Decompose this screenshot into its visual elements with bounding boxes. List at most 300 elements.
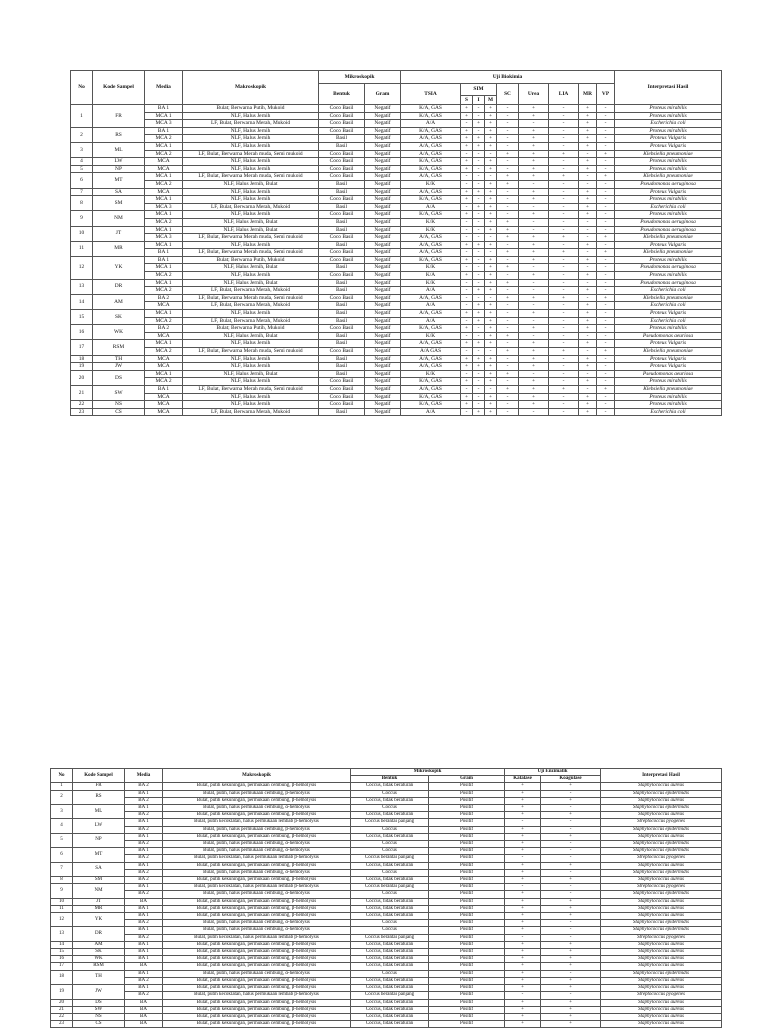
table-row: [71, 249, 722, 257]
cell-m: +: [485, 241, 497, 249]
cell-mr: +: [579, 203, 597, 211]
table-row: [71, 393, 722, 401]
cell-koagulase: +: [541, 1013, 601, 1020]
cell-media: MCA 2: [145, 135, 183, 143]
cell-interpretasi: Proteus Vulgaris: [615, 135, 722, 143]
cell-i: +: [473, 363, 485, 371]
cell-bentuk: Basil: [319, 302, 365, 310]
table-row: [51, 927, 722, 934]
cell-bentuk: Coccus, tidak beraturan: [351, 1013, 429, 1020]
cell-interpretasi: Proteus Vulgaris: [615, 363, 722, 371]
cell-kode: FR: [73, 783, 125, 790]
table-row: [71, 385, 722, 393]
cell-media: MCA: [145, 165, 183, 173]
cell-interpretasi: Staphylococcus epidermidis: [601, 920, 722, 927]
cell-katalase: +: [505, 999, 541, 1006]
cell-gram: Positif: [429, 949, 505, 956]
cell-tsia: K/A, GAS: [401, 325, 461, 333]
cell-kode: SW: [73, 1006, 125, 1013]
cell-sc: -: [497, 196, 519, 204]
cell-gram: Positif: [429, 1006, 505, 1013]
cell-sc: +: [497, 348, 519, 356]
table-row: [71, 188, 722, 196]
cell-gram: Positif: [429, 877, 505, 884]
cell-i: -: [473, 401, 485, 409]
cell-koagulase: +: [541, 877, 601, 884]
cell-makroskopik: NLF, Halus Jernih: [183, 135, 319, 143]
cell-lia: -: [549, 188, 579, 196]
table-row: [51, 934, 722, 941]
cell-mr: -: [579, 218, 597, 226]
cell-koagulase: -: [541, 855, 601, 862]
cell-bentuk: Coccus: [351, 826, 429, 833]
cell-urea: -: [519, 302, 549, 310]
cell-makroskopik: NLF, Halus Jernih: [183, 165, 319, 173]
cell-gram: Negatif: [365, 120, 401, 128]
cell-tsia: K/K: [401, 218, 461, 226]
cell-lia: +: [549, 385, 579, 393]
cell-no: 22: [51, 1013, 73, 1020]
cell-vp: +: [597, 173, 615, 181]
cell-sc: -: [497, 325, 519, 333]
cell-media: MCA: [145, 158, 183, 166]
cell-media: BA 1: [125, 941, 163, 948]
cell-media: MCA: [145, 401, 183, 409]
cell-vp: -: [597, 127, 615, 135]
cell-interpretasi: Proteus mirabilis: [615, 325, 722, 333]
cell-makroskopik: Bulat, putih kekuningan, permukaan cembung, β-hemolysis: [163, 862, 351, 869]
cell-lia: -: [549, 218, 579, 226]
cell-makroskopik: NLF, Halus Jernih, Bulat: [183, 218, 319, 226]
header-makroskopik: Makroskopik: [183, 71, 319, 105]
cell-media: MCA 1: [145, 196, 183, 204]
cell-kode: JW: [93, 363, 145, 371]
cell-media: BA 2: [125, 855, 163, 862]
cell-sc: -: [497, 105, 519, 113]
cell-makroskopik: NLF, Halus Jernih, Bulat: [183, 226, 319, 234]
cell-no: 13: [51, 927, 73, 941]
cell-bentuk: Coco Basil: [319, 120, 365, 128]
cell-interpretasi: Proteus mirabilis: [615, 272, 722, 280]
cell-bentuk: Basil: [319, 135, 365, 143]
cell-m: +: [485, 127, 497, 135]
header-media: Media: [145, 71, 183, 105]
cell-kode: SK: [73, 949, 125, 956]
cell-bentuk: Basil: [319, 264, 365, 272]
cell-makroskopik: NLF, Halus Jernih: [183, 188, 319, 196]
cell-vp: -: [597, 317, 615, 325]
cell-makroskopik: LF, Bulat, Berwarna Merah muda, Semi mukoid: [183, 348, 319, 356]
cell-katalase: -: [505, 884, 541, 891]
cell-media: BA 2: [125, 812, 163, 819]
cell-mr: +: [579, 196, 597, 204]
cell-interpretasi: Staphylococcus epidermidis: [601, 790, 722, 797]
cell-urea: +: [519, 112, 549, 120]
cell-gram: Positif: [429, 862, 505, 869]
cell-s: -: [461, 302, 473, 310]
cell-i: -: [473, 234, 485, 242]
cell-katalase: +: [505, 869, 541, 876]
cell-tsia: A/A, GAS: [401, 249, 461, 257]
cell-lia: -: [549, 120, 579, 128]
table-row: [71, 348, 722, 356]
cell-katalase: +: [505, 920, 541, 927]
cell-lia: +: [549, 150, 579, 158]
cell-m: +: [485, 355, 497, 363]
cell-m: +: [485, 142, 497, 150]
cell-kode: DR: [73, 927, 125, 941]
cell-media: BA 2: [145, 325, 183, 333]
cell-bentuk: Coco Basil: [319, 234, 365, 242]
cell-interpretasi: Streptococcus pyogenes: [601, 819, 722, 826]
cell-mr: +: [579, 393, 597, 401]
cell-vp: -: [597, 393, 615, 401]
cell-interpretasi: Escherichia coli: [615, 203, 722, 211]
cell-no: 19: [51, 985, 73, 999]
cell-m: +: [485, 401, 497, 409]
cell-gram: Negatif: [365, 378, 401, 386]
cell-media: MCA 2: [145, 218, 183, 226]
cell-mr: +: [579, 120, 597, 128]
cell-interpretasi: Proteus mirabilis: [615, 127, 722, 135]
cell-koagulase: -: [541, 805, 601, 812]
table-row: [71, 105, 722, 113]
header-i: I: [473, 96, 485, 105]
cell-gram: Positif: [429, 934, 505, 941]
cell-m: +: [485, 105, 497, 113]
cell-no: 17: [51, 963, 73, 970]
cell-i: -: [473, 370, 485, 378]
cell-gram: Negatif: [365, 105, 401, 113]
cell-i: -: [473, 279, 485, 287]
cell-kode: CS: [93, 408, 145, 416]
cell-bentuk: Coccus, tidak beraturan: [351, 941, 429, 948]
cell-interpretasi: Staphylococcus aureus: [601, 812, 722, 819]
cell-no: 14: [51, 941, 73, 948]
cell-urea: -: [519, 287, 549, 295]
cell-vp: -: [597, 112, 615, 120]
cell-no: 14: [71, 294, 93, 309]
cell-bentuk: Basil: [319, 203, 365, 211]
cell-interpretasi: Staphylococcus aureus: [601, 999, 722, 1006]
cell-i: +: [473, 203, 485, 211]
cell-media: BA: [125, 1021, 163, 1028]
header-lia: LIA: [549, 84, 579, 105]
cell-no: 8: [71, 196, 93, 211]
cell-koagulase: +: [541, 963, 601, 970]
cell-urea: -: [519, 203, 549, 211]
cell-urea: +: [519, 105, 549, 113]
cell-kode: TH: [73, 970, 125, 984]
cell-s: +: [461, 158, 473, 166]
cell-lia: -: [549, 135, 579, 143]
cell-vp: +: [597, 234, 615, 242]
cell-urea: +: [519, 325, 549, 333]
cell-gram: Negatif: [365, 294, 401, 302]
cell-mr: +: [579, 241, 597, 249]
cell-tsia: K/A, GAS: [401, 256, 461, 264]
cell-sc: +: [497, 226, 519, 234]
cell-kode: DS: [73, 999, 125, 1006]
table-row: [71, 135, 722, 143]
cell-gram: Negatif: [365, 226, 401, 234]
cell-vp: -: [597, 211, 615, 219]
table-row: [51, 783, 722, 790]
cell-gram: Negatif: [365, 249, 401, 257]
cell-gram: Negatif: [365, 256, 401, 264]
cell-makroskopik: Bulat, putih, halus permukaan cembung, α-hemolysis: [163, 927, 351, 934]
cell-no: 12: [71, 256, 93, 279]
cell-tsia: A/A: [401, 120, 461, 128]
cell-m: -: [485, 249, 497, 257]
cell-interpretasi: Staphylococcus epidermidis: [601, 891, 722, 898]
cell-tsia: A/A, GAS: [401, 340, 461, 348]
table-row: [71, 340, 722, 348]
cell-m: +: [485, 370, 497, 378]
table-row: [51, 826, 722, 833]
cell-katalase: +: [505, 941, 541, 948]
cell-sc: +: [497, 279, 519, 287]
cell-interpretasi: Proteus mirabilis: [615, 211, 722, 219]
header-mr: MR: [579, 84, 597, 105]
cell-interpretasi: Streptococcus pyogenes: [601, 992, 722, 999]
cell-bentuk: Coccus: [351, 927, 429, 934]
header-uji-biokimia: Uji Biokimia: [401, 71, 615, 84]
header-media: Media: [125, 769, 163, 783]
cell-s: +: [461, 325, 473, 333]
cell-bentuk: Coco Basil: [319, 401, 365, 409]
cell-lia: +: [549, 294, 579, 302]
cell-i: -: [473, 264, 485, 272]
cell-no: 16: [71, 325, 93, 340]
table-row: [71, 165, 722, 173]
cell-interpretasi: Proteus Vulgaris: [615, 340, 722, 348]
cell-mr: -: [579, 234, 597, 242]
cell-lia: -: [549, 332, 579, 340]
cell-gram: Positif: [429, 992, 505, 999]
cell-tsia: K/K: [401, 226, 461, 234]
cell-bentuk: Basil: [319, 188, 365, 196]
cell-media: BA 2: [145, 294, 183, 302]
cell-gram: Positif: [429, 891, 505, 898]
cell-kode: DR: [93, 279, 145, 294]
cell-media: BA 1: [125, 805, 163, 812]
header-no: No: [51, 769, 73, 783]
cell-media: MCA 3: [145, 234, 183, 242]
cell-urea: +: [519, 294, 549, 302]
cell-gram: Negatif: [365, 211, 401, 219]
cell-sc: -: [497, 378, 519, 386]
cell-lia: -: [549, 393, 579, 401]
table-row: [71, 241, 722, 249]
cell-kode: YK: [73, 913, 125, 927]
cell-interpretasi: Proteus Vulgaris: [615, 188, 722, 196]
cell-urea: -: [519, 317, 549, 325]
cell-sc: -: [497, 317, 519, 325]
cell-urea: -: [519, 279, 549, 287]
cell-sc: +: [497, 332, 519, 340]
cell-no: 15: [71, 310, 93, 325]
cell-mr: +: [579, 287, 597, 295]
cell-bentuk: Coccus, tidak beraturan: [351, 1006, 429, 1013]
cell-urea: +: [519, 173, 549, 181]
cell-gram: Negatif: [365, 348, 401, 356]
cell-makroskopik: NLF, Halus Jernih: [183, 272, 319, 280]
cell-s: +: [461, 196, 473, 204]
cell-katalase: +: [505, 1021, 541, 1028]
cell-urea: +: [519, 142, 549, 150]
cell-gram: Positif: [429, 805, 505, 812]
cell-vp: -: [597, 196, 615, 204]
header-gram: Gram: [429, 776, 505, 783]
cell-media: MCA 2: [145, 150, 183, 158]
cell-no: 20: [51, 999, 73, 1006]
table-row: [71, 310, 722, 318]
cell-tsia: A/A: [401, 203, 461, 211]
cell-vp: -: [597, 120, 615, 128]
table-row: [51, 891, 722, 898]
cell-makroskopik: Bulat, putih kekuningan, permukaan cembung, β-hemolysis: [163, 833, 351, 840]
cell-lia: -: [549, 105, 579, 113]
cell-gram: Negatif: [365, 127, 401, 135]
table-row: [51, 869, 722, 876]
cell-interpretasi: Proteus mirabilis: [615, 256, 722, 264]
cell-makroskopik: NLF, Halus Jernih: [183, 112, 319, 120]
cell-bentuk: Basil: [319, 340, 365, 348]
cell-i: -: [473, 165, 485, 173]
cell-bentuk: Coco Basil: [319, 272, 365, 280]
header-interpretasi: Interpretasi Hasil: [615, 71, 722, 105]
cell-bentuk: Basil: [319, 363, 365, 371]
cell-media: BA 1: [145, 127, 183, 135]
cell-gram: Positif: [429, 977, 505, 984]
cell-i: +: [473, 120, 485, 128]
cell-s: +: [461, 127, 473, 135]
cell-lia: -: [549, 401, 579, 409]
table-row: [71, 150, 722, 158]
cell-tsia: A/A, GAS: [401, 234, 461, 242]
cell-media: BA 1: [125, 905, 163, 912]
cell-media: BA 2: [125, 841, 163, 848]
cell-mr: -: [579, 332, 597, 340]
cell-gram: Negatif: [365, 112, 401, 120]
cell-mr: +: [579, 355, 597, 363]
cell-makroskopik: NLF, Halus Jernih: [183, 127, 319, 135]
cell-interpretasi: Pseudomonas aeruginosa: [615, 180, 722, 188]
cell-interpretasi: Staphylococcus epidermidis: [601, 927, 722, 934]
cell-sc: +: [497, 150, 519, 158]
table-row: [71, 234, 722, 242]
cell-makroskopik: Bulat, putih kekuningan, permukaan cembung, β-hemolysis: [163, 1013, 351, 1020]
cell-kode: WK: [93, 325, 145, 340]
cell-koagulase: +: [541, 797, 601, 804]
cell-urea: +: [519, 165, 549, 173]
cell-s: -: [461, 120, 473, 128]
table-row: [51, 855, 722, 862]
cell-makroskopik: Bulat, putih kekuningan, permukaan cembung, β-hemolysis: [163, 898, 351, 905]
cell-gram: Positif: [429, 1021, 505, 1028]
cell-media: MCA: [145, 363, 183, 371]
cell-no: 12: [51, 913, 73, 927]
cell-gram: Positif: [429, 985, 505, 992]
cell-gram: Positif: [429, 790, 505, 797]
cell-bentuk: Basil: [319, 408, 365, 416]
cell-m: +: [485, 408, 497, 416]
cell-kode: LW: [93, 158, 145, 166]
cell-media: BA 1: [125, 927, 163, 934]
cell-gram: Positif: [429, 999, 505, 1006]
cell-bentuk: Coccus, tidak beraturan: [351, 898, 429, 905]
cell-koagulase: +: [541, 783, 601, 790]
table-row: [51, 790, 722, 797]
cell-gram: Positif: [429, 797, 505, 804]
cell-bentuk: Coco Basil: [319, 127, 365, 135]
cell-i: +: [473, 355, 485, 363]
cell-bentuk: Basil: [319, 287, 365, 295]
cell-katalase: +: [505, 927, 541, 934]
cell-media: BA 1: [125, 848, 163, 855]
cell-tsia: A/A, GAS: [401, 188, 461, 196]
cell-no: 5: [51, 833, 73, 847]
cell-interpretasi: Staphylococcus epidermidis: [601, 869, 722, 876]
cell-m: +: [485, 264, 497, 272]
cell-vp: -: [597, 241, 615, 249]
cell-tsia: A/A: [401, 287, 461, 295]
cell-tsia: A/A: [401, 317, 461, 325]
cell-i: +: [473, 302, 485, 310]
cell-interpretasi: Staphylococcus aureus: [601, 1021, 722, 1028]
cell-media: MCA 1: [145, 279, 183, 287]
cell-gram: Positif: [429, 956, 505, 963]
cell-mr: +: [579, 340, 597, 348]
cell-gram: Negatif: [365, 325, 401, 333]
cell-lia: -: [549, 256, 579, 264]
cell-s: +: [461, 165, 473, 173]
cell-urea: -: [519, 226, 549, 234]
cell-urea: +: [519, 127, 549, 135]
cell-lia: -: [549, 226, 579, 234]
cell-sc: -: [497, 127, 519, 135]
cell-koagulase: -: [541, 884, 601, 891]
cell-no: 7: [51, 862, 73, 876]
cell-interpretasi: Staphylococcus aureus: [601, 862, 722, 869]
cell-bentuk: Coccus berantai panjang: [351, 934, 429, 941]
cell-gram: Negatif: [365, 287, 401, 295]
cell-sc: -: [497, 355, 519, 363]
cell-kode: MT: [93, 173, 145, 188]
cell-katalase: +: [505, 963, 541, 970]
cell-kode: LW: [73, 819, 125, 833]
cell-i: -: [473, 385, 485, 393]
cell-interpretasi: Staphylococcus aureus: [601, 1013, 722, 1020]
cell-bentuk: Coccus berantai panjang: [351, 884, 429, 891]
cell-s: +: [461, 256, 473, 264]
cell-bentuk: Coccus, tidak beraturan: [351, 877, 429, 884]
table-row: [51, 999, 722, 1006]
cell-makroskopik: Bulat, putih, halus permukaan cembung, α-hemolysis: [163, 920, 351, 927]
cell-tsia: K/A, GAS: [401, 105, 461, 113]
cell-lia: -: [549, 264, 579, 272]
cell-urea: +: [519, 348, 549, 356]
cell-s: +: [461, 363, 473, 371]
cell-kode: NP: [93, 165, 145, 173]
cell-no: 3: [51, 805, 73, 819]
cell-makroskopik: Bulat, putih kekuningan, permukaan cembung, β-hemolysis: [163, 999, 351, 1006]
cell-no: 4: [71, 158, 93, 166]
cell-makroskopik: Bulat, putih, halus permukaan cembung, α-hemolysis: [163, 970, 351, 977]
cell-koagulase: -: [541, 891, 601, 898]
cell-urea: +: [519, 393, 549, 401]
